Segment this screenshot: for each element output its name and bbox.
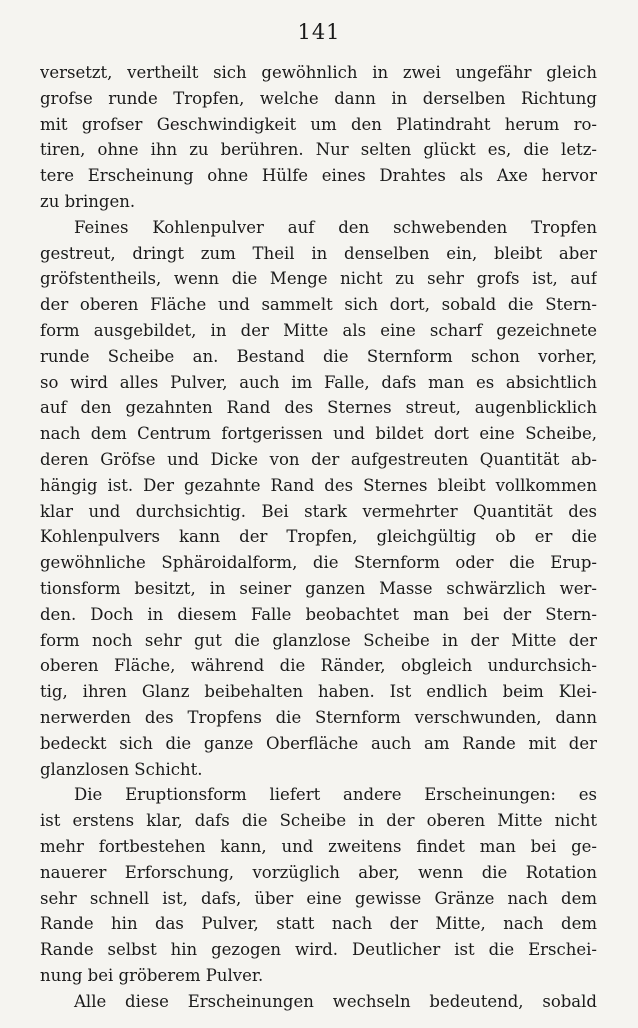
text-line: klar und durchsichtig. Bei stark vermehrter Quantität des — [40, 501, 597, 521]
text-line: der oberen Fläche und sammelt sich dort, sobald die Stern- — [40, 295, 597, 315]
text-line: Rande selbst hin gezogen wird. Deutlicher ist die Erschei- — [40, 940, 597, 960]
text-line: deren Gröfse und Dicke von der aufgestreuten Quantität ab- — [40, 449, 597, 469]
text-line: Kohlenpulvers kann der Tropfen, gleichgültig ob er die — [40, 527, 597, 547]
text-line: grofse runde Tropfen, welche dann in derselben Richtung — [40, 88, 597, 108]
text-line: oberen Fläche, während die Ränder, obgleich undurchsich- — [40, 656, 597, 676]
text-line: glanzlosen Schicht. — [40, 759, 203, 779]
text-line: den. Doch in diesem Falle beobachtet man bei der Stern- — [40, 604, 597, 624]
body-text — [40, 60, 597, 1014]
text-line: versetzt, vertheilt sich gewöhnlich in zwei ungefähr gleich — [40, 63, 597, 82]
text-line: hängig ist. Der gezahnte Rand des Sternes bleibt vollkommen — [40, 475, 597, 495]
text-line: Feines Kohlenpulver auf den schwebenden Tropfen — [74, 217, 597, 237]
text-line: bedeckt sich die ganze Oberfläche auch am Rande mit der — [40, 733, 597, 753]
text-line: sehr schnell ist, dafs, über eine gewisse Gränze nach dem — [40, 888, 597, 908]
text-line: nerwerden des Tropfens die Sternform verschwunden, dann — [40, 707, 597, 727]
page-number: 141 — [297, 20, 341, 44]
text-line: auf den gezahnten Rand des Sternes streut, augenblicklich — [40, 398, 597, 418]
text-line: form noch sehr gut die glanzlose Scheibe in der Mitte der — [40, 630, 597, 650]
text-line: mehr fortbestehen kann, und zweitens findet man bei ge- — [40, 836, 597, 856]
text-line: nach dem Centrum fortgerissen und bildet dort eine Scheibe, — [40, 424, 597, 444]
text-line: runde Scheibe an. Bestand die Sternform schon vorher, — [40, 346, 597, 366]
text-line: tere Erscheinung ohne Hülfe eines Drahtes als Axe hervor — [40, 166, 597, 186]
text-line: mit grofser Geschwindigkeit um den Platindraht herum ro- — [40, 114, 597, 134]
text-line: form ausgebildet, in der Mitte als eine scharf gezeichnete — [40, 320, 597, 340]
text-line: tig, ihren Glanz beibehalten haben. Ist endlich beim Klei- — [40, 682, 597, 702]
text-line: nauerer Erforschung, vorzüglich aber, wenn die Rotation — [40, 862, 597, 882]
text-line: Rande hin das Pulver, statt nach der Mitte, nach dem — [40, 914, 597, 934]
text-line: tionsform besitzt, in seiner ganzen Masse schwärzlich wer- — [40, 578, 597, 598]
text-line: gröfstentheils, wenn die Menge nicht zu sehr grofs ist, auf — [40, 269, 597, 289]
text-line: gestreut, dringt zum Theil in denselben ein, bleibt aber — [40, 243, 597, 263]
text-line: Alle diese Erscheinungen wechseln bedeutend, sobald — [74, 991, 597, 1011]
text-line: tiren, ohne ihn zu berühren. Nur selten glückt es, die letz- — [40, 140, 597, 160]
text-line: zu bringen. — [40, 191, 136, 211]
text-line: nung bei gröberem Pulver. — [40, 965, 264, 985]
text-line: so wird alles Pulver, auch im Falle, dafs man es absichtlich — [40, 372, 597, 392]
text-line: ist erstens klar, dafs die Scheibe in der oberen Mitte nicht — [40, 811, 597, 831]
text-line: gewöhnliche Sphäroidalform, die Sternform oder die Erup- — [40, 553, 597, 573]
text-line: Die Eruptionsform liefert andere Erscheinungen: es — [74, 785, 597, 805]
